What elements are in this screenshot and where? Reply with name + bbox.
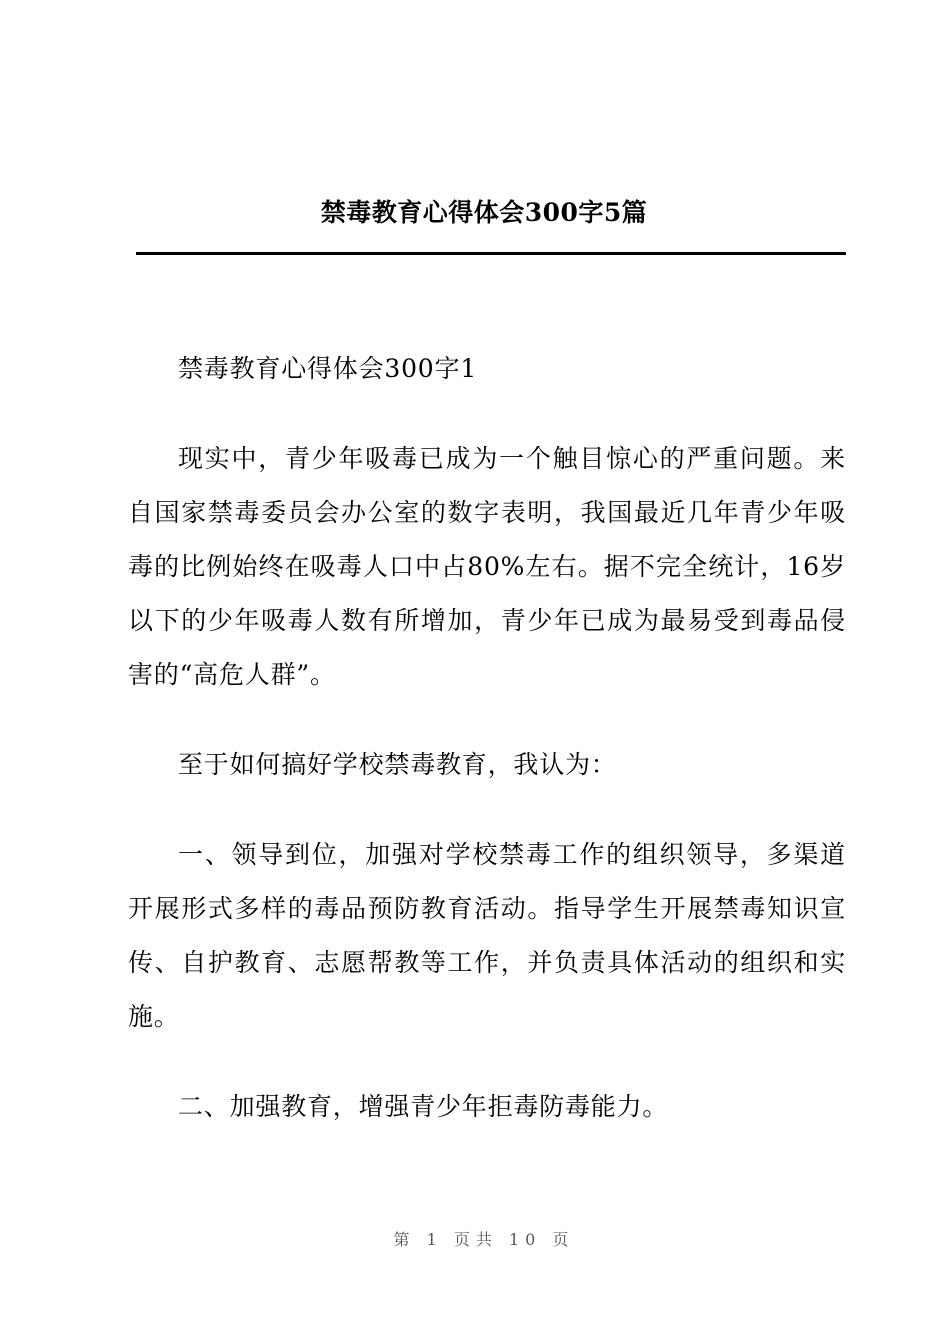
title-underline	[136, 252, 846, 255]
body-paragraph: 现实中，青少年吸毒已成为一个触目惊心的严重问题。来自国家禁毒委员会办公室的数字表明，我国最近几年青少年吸毒的比例始终在吸毒人口中占80%左右。据不完全统计，16岁以下的少年吸毒人数有所增加，青少年已成为最易受到毒品侵害的“高危人群”。	[128, 444, 846, 689]
section-heading: 禁毒教育心得体会300字1	[178, 354, 478, 383]
body-paragraph: 一、领导到位，加强对学校禁毒工作的组织领导，多渠道开展形式多样的毒品预防教育活动。指导学生开展禁毒知识宣传、自护教育、志愿帮教等工作，并负责具体活动的组织和实施。	[128, 840, 846, 1031]
document-title: 禁毒教育心得体会300字5篇	[320, 198, 648, 227]
document-body	[128, 342, 846, 1134]
body-paragraph: 至于如何搞好学校禁毒教育，我认为：	[178, 750, 617, 779]
body-paragraph: 二、加强教育，增强青少年拒毒防毒能力。	[178, 1092, 669, 1121]
page-number-footer: 第 1 页共 10 页	[393, 1230, 575, 1249]
